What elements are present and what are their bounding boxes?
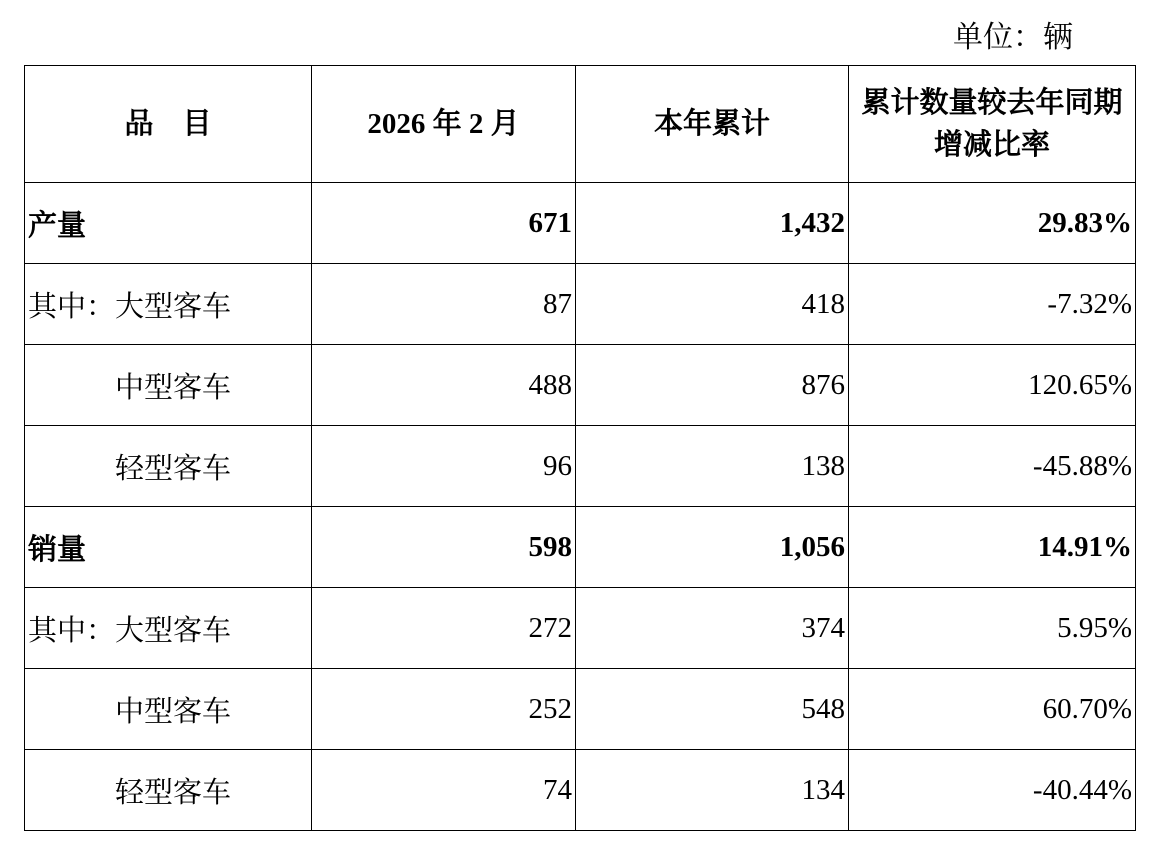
ytd-cell: 1,056 [576,507,849,588]
table-row-total-sales [25,507,1136,588]
stats-table [24,65,1136,831]
table-row [25,588,1136,669]
header-change-label: 累计数量较去年同期增减比率 [861,87,1123,161]
item-cell: 产量 [25,183,312,264]
ytd-cell: 1,432 [576,183,849,264]
item-cell: 其中：大型客车 [25,588,312,669]
ytd-cell: 374 [576,588,849,669]
change-cell: 5.95% [849,588,1136,669]
item-cell: 中型客车 [25,669,312,750]
table-row [25,264,1136,345]
change-cell: -40.44% [849,750,1136,831]
item-cell: 轻型客车 [25,750,312,831]
month-cell: 488 [312,345,576,426]
month-cell: 74 [312,750,576,831]
change-cell: -45.88% [849,426,1136,507]
table-header-row [25,66,1136,183]
item-cell: 轻型客车 [25,426,312,507]
ytd-cell: 418 [576,264,849,345]
table-row-total-production [25,183,1136,264]
ytd-cell: 134 [576,750,849,831]
header-ytd: 本年累计 [576,66,849,183]
change-cell: 120.65% [849,345,1136,426]
ytd-cell: 548 [576,669,849,750]
item-cell: 销量 [25,507,312,588]
month-cell: 671 [312,183,576,264]
item-cell: 中型客车 [25,345,312,426]
change-cell: 14.91% [849,507,1136,588]
table-row [25,345,1136,426]
month-cell: 252 [312,669,576,750]
change-cell: -7.32% [849,264,1136,345]
table-row [25,669,1136,750]
header-item: 品 目 [25,66,312,183]
ytd-cell: 876 [576,345,849,426]
month-cell: 87 [312,264,576,345]
item-cell: 其中：大型客车 [25,264,312,345]
unit-label: 单位：辆 [953,21,1073,54]
change-cell: 60.70% [849,669,1136,750]
table-row [25,750,1136,831]
month-cell: 272 [312,588,576,669]
header-change [849,66,1136,183]
header-month: 2026 年 2 月 [312,66,576,183]
table-row [25,426,1136,507]
ytd-cell: 138 [576,426,849,507]
month-cell: 598 [312,507,576,588]
change-cell: 29.83% [849,183,1136,264]
month-cell: 96 [312,426,576,507]
